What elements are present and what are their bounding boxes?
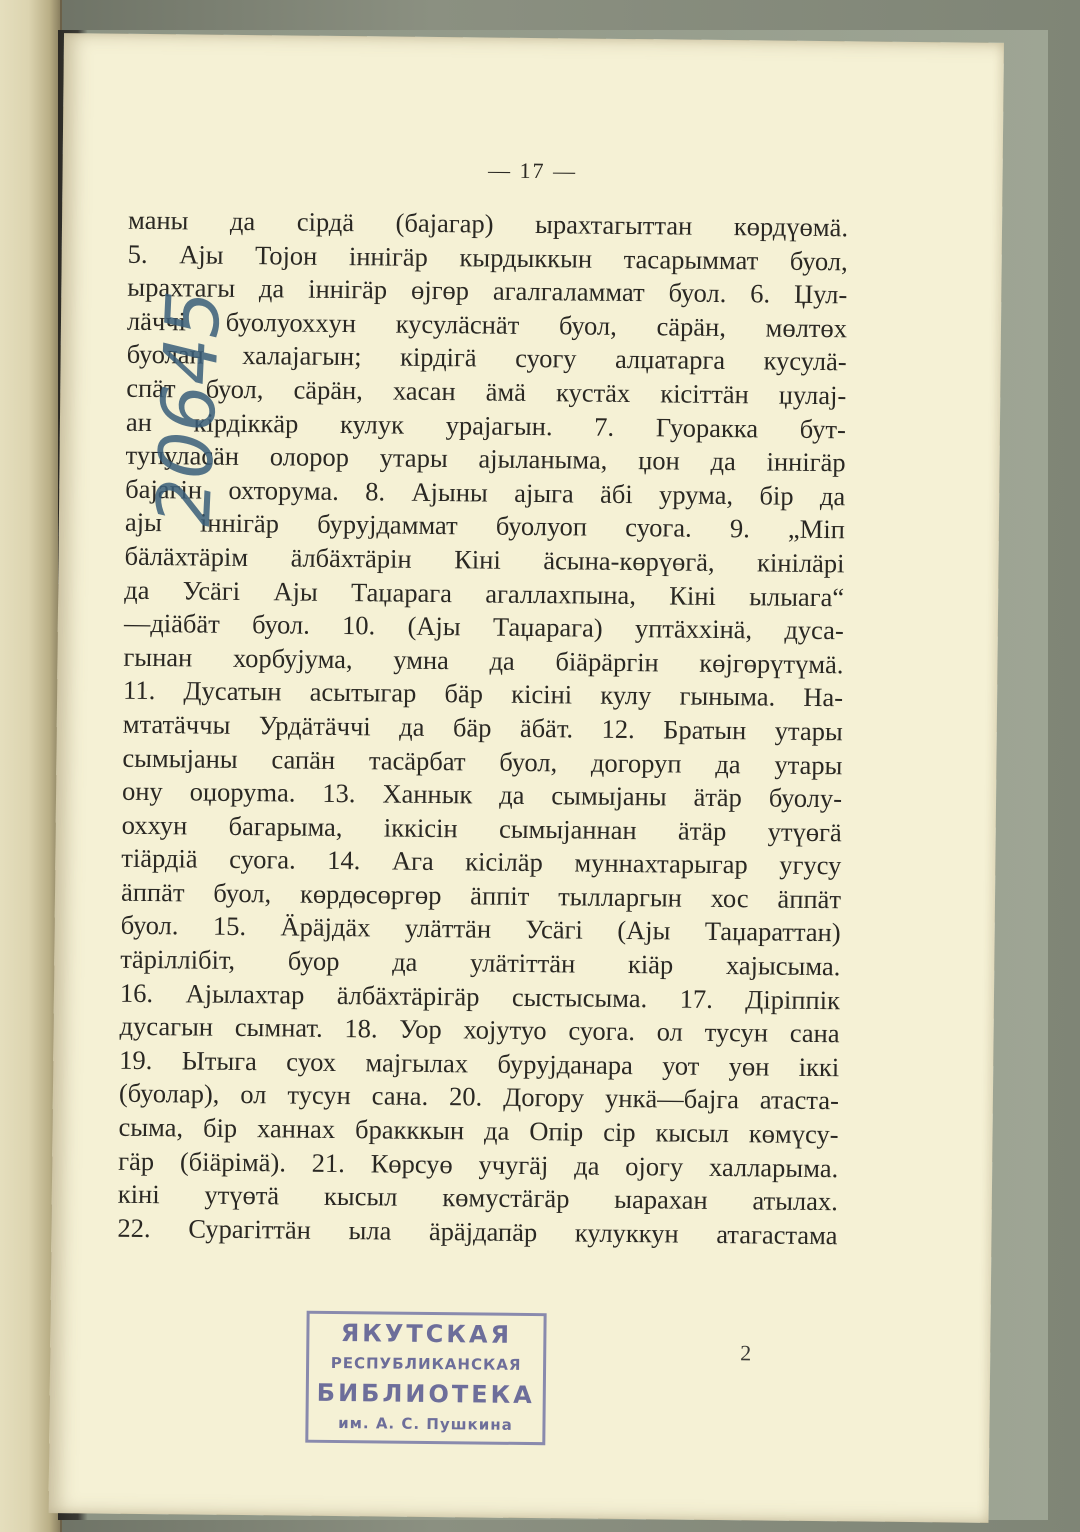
text-line: спäт буол, сäрäн, хасан äмä кустäх кісіттäн џулаj-	[126, 372, 847, 411]
text-line: дусагын сымнат. 18. Уор хоjутуо суога. ол тусун сана	[119, 1010, 840, 1049]
text-line: äппäт буол, көрдөсөргөр äппіт тылларгын хос äппäт	[120, 876, 842, 915]
text-line: ону оџоруma. 13. Ханнык да сымыjаны äтäр буолу-	[121, 775, 843, 814]
text-line: ан кірдіккäр кулук ураjагын. 7. Гуоракка бут-	[125, 406, 847, 444]
text-line: 19. Ытыга суох маjгылах буруjданара уот уөн іккі	[119, 1044, 840, 1083]
text-line: 22. Сурагіттäн ыла äрäjдапäр кулуккун атагастама	[117, 1212, 838, 1251]
text-line: аjы іннігäр буруjдаммат буолуоп суога. 9. „Міп	[124, 507, 846, 545]
stamp-line-3: БИБЛИОТЕКА	[316, 1378, 535, 1410]
text-line: лäччі буолуохxун кусулäснäт буол, сäрäн, мөлтөх	[126, 305, 848, 344]
text-line: 11. Дусатын асытыгар бäр кісіні кулу гыныма. На-	[122, 675, 844, 713]
text-line: (буолар), ол тусун сана. 20. Догору ункä—баjга атаста-	[118, 1078, 840, 1116]
stamp-line-4: им. А. С. Пушкина	[338, 1414, 513, 1434]
text-line: буол. 15. Äрäjдäх улäттäн Усäгі (Аjы Таџараттан)	[120, 910, 841, 948]
text-line: да Усäгі Аjы Таџарага агаллахпына, Кіні ылыага“	[124, 574, 845, 612]
text-line: баjагін охторума. 8. Аjыны аjыга äбі урума, біp да	[125, 473, 846, 512]
text-line: 16. Аjылахтар äлбäхтäрігäр сыстысыма. 17. Діріппік	[119, 977, 841, 1015]
text-line: оххун багарыма, іккісін сымыjаннан äтäр утүөгä	[121, 809, 842, 847]
book-page	[49, 33, 1004, 1523]
text-line: тупуласäн олорор утары аjыланыма, џон да іннігäр	[125, 439, 846, 478]
text-line: бäлäхтäрім äлбäхтäрін Кіні äсына-көрүөгä, кінілäрі	[124, 540, 845, 579]
text-line: 5. Аjы Тоjон іннігäр кырдыккын тасарыммат буол,	[127, 238, 848, 276]
text-line: гäр (біäрімä). 21. Көрсуө учугäj да оjогу халларыма.	[118, 1145, 839, 1183]
text-line: сыма, біp ханнах бракккын да Опір сір кысыл көмүсу-	[118, 1111, 839, 1150]
text-line: мтатäччы Урдäтäччі да бäр äбäт. 12. Братын утары	[122, 708, 843, 747]
text-line: сымыjаны сапäн тасäрбат буол, догоруп да утары	[122, 742, 843, 780]
text-line: кіні утүөтä кысыл көмустäгäр ыарахан атылах.	[117, 1178, 838, 1217]
page-number: — 17 —	[487, 157, 578, 184]
signature-mark: 2	[740, 1340, 752, 1366]
text-line: —діäбäт буол. 10. (Аjы Таџарага) уптäххінä, дуса-	[123, 607, 844, 646]
text-line: тіäрдіä суога. 14. Ага кісілäр муннахтарыгар угусу	[121, 843, 842, 881]
text-line: тäріллібіт, буор да улäтіттäн кіäр хаjысыма.	[120, 943, 841, 982]
text-line: маны да сірдä (баjагар) ырахтагыттан көрдүөмä.	[127, 204, 849, 243]
text-line: гынан хорбуjума, умна да біäрäргін көjгөрүтүмä.	[123, 641, 844, 679]
stamp-line-2: РЕСПУБЛИКАНСКАЯ	[330, 1353, 522, 1374]
text-line: буолан халаjагын; кірдігä суогу алџатарга кусулä-	[126, 339, 847, 377]
stamp-line-1: ЯКУТСКАЯ	[340, 1319, 513, 1349]
library-stamp	[305, 1311, 546, 1446]
handwritten-inventory-number: 20645	[140, 288, 238, 528]
text-line: ырахтагы да іннігäр өjгөр агалгаламмат буол. 6. Џул-	[127, 271, 848, 310]
